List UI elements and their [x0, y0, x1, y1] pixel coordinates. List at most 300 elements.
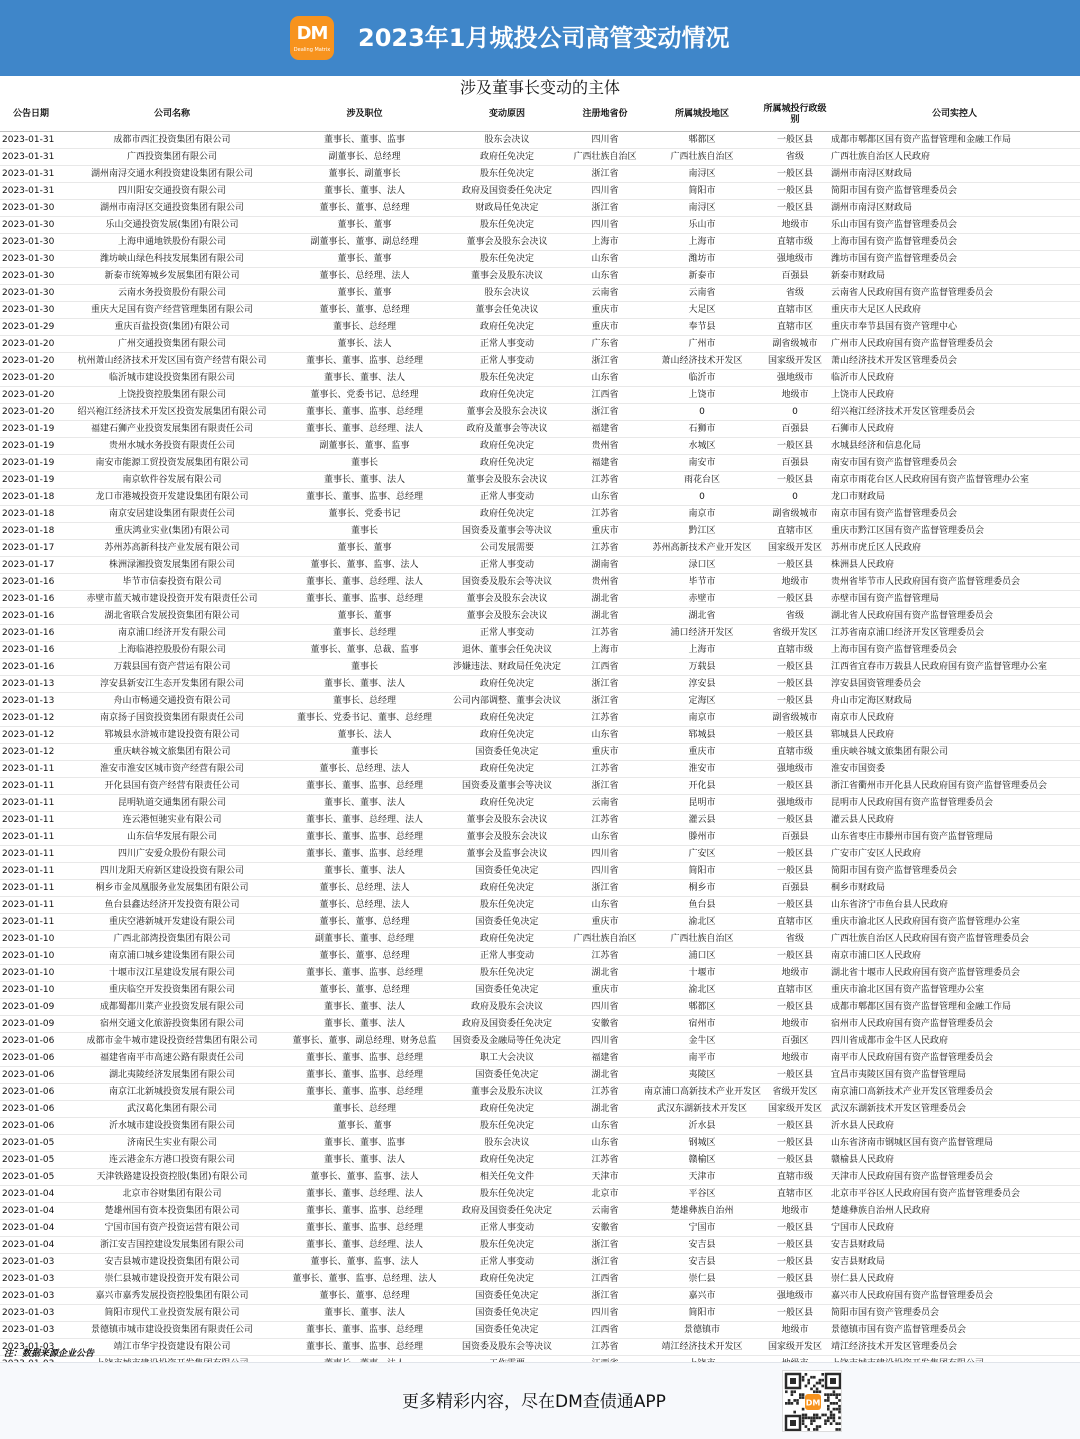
table-row — [0, 556, 1080, 573]
cell-controller: 沂水县人民政府 — [829, 1117, 1080, 1134]
cell-controller: 楚雄彝族自治州人民政府 — [829, 1202, 1080, 1219]
cell-reason: 政府任免决定 — [447, 1100, 567, 1117]
cell-region: 赣榆区 — [643, 1151, 761, 1168]
cell-reason: 董事会及股东会决议 — [447, 403, 567, 420]
cell-admin-level: 强地级市 — [761, 760, 829, 777]
cell-region: 靖江经济技术开发区 — [643, 1338, 761, 1355]
cell-controller: 湖州市南浔区财政局 — [829, 199, 1080, 216]
cell-province: 北京市 — [567, 1185, 643, 1202]
cell-reason: 董事会及股东会决议 — [447, 471, 567, 488]
cell-company: 宁国市国有资产投资运营有限公司 — [62, 1219, 282, 1236]
cell-controller: 南平市人民政府国有资产监督管理委员会 — [829, 1049, 1080, 1066]
cell-admin-level: 百强县 — [761, 267, 829, 284]
cell-position: 董事长、董事、法人 — [282, 675, 447, 692]
cell-company: 武汉葛化集团有限公司 — [62, 1100, 282, 1117]
cell-controller: 广西壮族自治区人民政府 — [829, 148, 1080, 165]
cell-company: 四川阳安交通投资有限公司 — [62, 182, 282, 199]
cell-reason: 政府任免决定 — [447, 318, 567, 335]
cell-controller: 江苏省南京浦口经济开发区管理委员会 — [829, 624, 1080, 641]
cell-position: 董事长、总经理、法人 — [282, 267, 447, 284]
table-row — [0, 148, 1080, 165]
cell-province: 福建省 — [567, 1049, 643, 1066]
cell-date: 2023-01-11 — [0, 862, 62, 879]
table-row — [0, 471, 1080, 488]
cell-admin-level: 副省级城市 — [761, 505, 829, 522]
cell-position: 董事长、总经理、法人 — [282, 760, 447, 777]
cell-position: 董事长、董事、监事、总经理 — [282, 403, 447, 420]
cell-admin-level: 一般区县 — [761, 165, 829, 182]
cell-position: 董事长、董事、监事、总经理 — [282, 1202, 447, 1219]
table-row — [0, 1287, 1080, 1304]
cell-position: 董事长、董事 — [282, 539, 447, 556]
cell-province: 山东省 — [567, 726, 643, 743]
cell-position: 副董事长、董事、副总经理 — [282, 233, 447, 250]
cell-position: 董事长、董事、监事、总经理 — [282, 590, 447, 607]
table-row — [0, 1304, 1080, 1321]
cell-province: 浙江省 — [567, 692, 643, 709]
cell-date: 2023-01-16 — [0, 607, 62, 624]
cell-date: 2023-01-30 — [0, 267, 62, 284]
table-row — [0, 318, 1080, 335]
table-row — [0, 1032, 1080, 1049]
cell-position: 董事长、董事 — [282, 284, 447, 301]
cell-region: 万载县 — [643, 658, 761, 675]
cell-province: 山东省 — [567, 267, 643, 284]
table-row — [0, 1236, 1080, 1253]
table-row — [0, 522, 1080, 539]
cell-company: 南安市能源工贸投资发展集团有限公司 — [62, 454, 282, 471]
cell-admin-level: 一般区县 — [761, 1270, 829, 1287]
cell-company: 连云港金东方港口投资有限公司 — [62, 1151, 282, 1168]
cell-region: 渝北区 — [643, 913, 761, 930]
cell-company: 嘉兴市嘉秀发展投资控股集团有限公司 — [62, 1287, 282, 1304]
cell-company: 简阳市现代工业投资发展有限公司 — [62, 1304, 282, 1321]
cell-date: 2023-01-06 — [0, 1083, 62, 1100]
table-row — [0, 1117, 1080, 1134]
cell-date: 2023-01-18 — [0, 522, 62, 539]
cell-reason: 正常人事变动 — [447, 335, 567, 352]
cell-province: 江苏省 — [567, 947, 643, 964]
cell-region: 景德镇市 — [643, 1321, 761, 1338]
cell-position: 董事长 — [282, 743, 447, 760]
cell-date: 2023-01-10 — [0, 981, 62, 998]
cell-province: 浙江省 — [567, 165, 643, 182]
cell-controller: 宿州市人民政府国有资产监督管理委员会 — [829, 1015, 1080, 1032]
cell-admin-level: 一般区县 — [761, 199, 829, 216]
cell-reason: 政府任免决定 — [447, 794, 567, 811]
cell-date: 2023-01-09 — [0, 1015, 62, 1032]
cell-region: 简阳市 — [643, 182, 761, 199]
table-row — [0, 250, 1080, 267]
cell-controller: 简阳市国有资产监督管理委员会 — [829, 182, 1080, 199]
cell-region: 潍坊市 — [643, 250, 761, 267]
cell-region: 灌云县 — [643, 811, 761, 828]
cell-province: 江西省 — [567, 386, 643, 403]
cell-admin-level: 国家级开发区 — [761, 1100, 829, 1117]
cell-region: 新泰市 — [643, 267, 761, 284]
cell-province: 浙江省 — [567, 1287, 643, 1304]
cell-position: 董事长、董事、监事、总经理 — [282, 1083, 447, 1100]
cell-company: 昆明轨道交通集团有限公司 — [62, 794, 282, 811]
cell-reason: 国资委及金融局等任免决定 — [447, 1032, 567, 1049]
cell-admin-level: 百强县 — [761, 879, 829, 896]
cell-province: 天津市 — [567, 1168, 643, 1185]
cell-province: 山东省 — [567, 488, 643, 505]
cell-region: 苏州高新技术产业开发区 — [643, 539, 761, 556]
cell-region: 雨花台区 — [643, 471, 761, 488]
dm-logo — [290, 16, 334, 60]
cell-controller: 北京市平谷区人民政府国有资产监督管理委员会 — [829, 1185, 1080, 1202]
cell-controller: 水城县经济和信息化局 — [829, 437, 1080, 454]
cell-controller: 浙江省衢州市开化县人民政府国有资产监督管理委员会 — [829, 777, 1080, 794]
cell-province: 江苏省 — [567, 1083, 643, 1100]
cell-province: 江苏省 — [567, 811, 643, 828]
cell-region: 崇仁县 — [643, 1270, 761, 1287]
cell-company: 济南民生实业有限公司 — [62, 1134, 282, 1151]
column-header-controller: 公司实控人 — [829, 99, 1080, 131]
cell-reason: 董事会及股东会决议 — [447, 590, 567, 607]
cell-company: 乐山交通投资发展(集团)有限公司 — [62, 216, 282, 233]
cell-region: 广西壮族自治区 — [643, 148, 761, 165]
cell-province: 江西省 — [567, 1270, 643, 1287]
cell-admin-level: 百强县 — [761, 828, 829, 845]
cell-admin-level: 直辖市区 — [761, 522, 829, 539]
cell-controller: 舟山市定海区财政局 — [829, 692, 1080, 709]
table-row — [0, 1270, 1080, 1287]
cell-admin-level: 省级 — [761, 930, 829, 947]
cell-admin-level: 直辖市区 — [761, 301, 829, 318]
cell-region: 广州市 — [643, 335, 761, 352]
table-row — [0, 1338, 1080, 1355]
cell-controller: 南安市国有资产监督管理委员会 — [829, 454, 1080, 471]
table-row — [0, 811, 1080, 828]
cell-position: 董事长、总经理 — [282, 692, 447, 709]
cell-admin-level: 强地级市 — [761, 794, 829, 811]
cell-date: 2023-01-18 — [0, 488, 62, 505]
cell-company: 浙江安吉国控建设发展集团有限公司 — [62, 1236, 282, 1253]
cell-company: 舟山市畅通交通投资有限公司 — [62, 692, 282, 709]
cell-date: 2023-01-31 — [0, 131, 62, 148]
cell-admin-level: 一般区县 — [761, 692, 829, 709]
cell-date: 2023-01-29 — [0, 318, 62, 335]
cell-company: 广西北部湾投资集团有限公司 — [62, 930, 282, 947]
cell-admin-level: 一般区县 — [761, 896, 829, 913]
table-row — [0, 794, 1080, 811]
cell-province: 山东省 — [567, 1117, 643, 1134]
table-row — [0, 947, 1080, 964]
table-row — [0, 301, 1080, 318]
table-row — [0, 539, 1080, 556]
cell-region: 0 — [643, 403, 761, 420]
cell-company: 南京浦口城乡建设集团有限公司 — [62, 947, 282, 964]
cell-date: 2023-01-16 — [0, 641, 62, 658]
data-source-note: 注：数据来源企业公告 — [4, 1349, 95, 1359]
cell-reason: 正常人事变动 — [447, 1219, 567, 1236]
cell-reason: 股东任免决定 — [447, 216, 567, 233]
cell-region: 沂水县 — [643, 1117, 761, 1134]
cell-region: 简阳市 — [643, 862, 761, 879]
cell-reason: 股东任免决定 — [447, 1117, 567, 1134]
cell-reason: 财政局任免决定 — [447, 199, 567, 216]
cell-province: 江苏省 — [567, 1338, 643, 1355]
cell-company: 南京安居建设集团有限责任公司 — [62, 505, 282, 522]
cell-province: 江苏省 — [567, 760, 643, 777]
cell-company: 郓城县水浒城市建设投资有限公司 — [62, 726, 282, 743]
cell-date: 2023-01-04 — [0, 1236, 62, 1253]
cell-date: 2023-01-16 — [0, 590, 62, 607]
table-row — [0, 1066, 1080, 1083]
cell-position: 副董事长、董事、总经理 — [282, 930, 447, 947]
cell-reason: 政府任免决定 — [447, 709, 567, 726]
table-row — [0, 1015, 1080, 1032]
cell-position: 董事长、董事、法人 — [282, 862, 447, 879]
cell-reason: 政府任免决定 — [447, 1270, 567, 1287]
cell-company: 南京软件谷发展有限公司 — [62, 471, 282, 488]
cell-region: 嘉兴市 — [643, 1287, 761, 1304]
table-row — [0, 386, 1080, 403]
cell-province: 湖北省 — [567, 1066, 643, 1083]
cell-date: 2023-01-16 — [0, 624, 62, 641]
cell-province: 四川省 — [567, 216, 643, 233]
cell-region: 淮安市 — [643, 760, 761, 777]
cell-position: 董事长、董事、法人 — [282, 471, 447, 488]
cell-admin-level: 一般区县 — [761, 1066, 829, 1083]
logo-subtext: Dealing Matrix — [293, 47, 331, 53]
cell-reason: 政府任免决定 — [447, 675, 567, 692]
cell-reason: 公司发展需要 — [447, 539, 567, 556]
table-row — [0, 505, 1080, 522]
cell-controller: 景德镇市国有资产监督管理委员会 — [829, 1321, 1080, 1338]
cell-province: 江苏省 — [567, 709, 643, 726]
cell-region: 上海市 — [643, 233, 761, 250]
cell-controller: 安吉县财政局 — [829, 1236, 1080, 1253]
cell-controller: 湖州市南浔区财政局 — [829, 165, 1080, 182]
cell-reason: 股东会决议 — [447, 284, 567, 301]
cell-controller: 郓城县人民政府 — [829, 726, 1080, 743]
cell-position: 董事长、董事、法人 — [282, 1304, 447, 1321]
table-row — [0, 1253, 1080, 1270]
cell-company: 重庆空港新城开发建设有限公司 — [62, 913, 282, 930]
cell-controller: 靖江经济技术开发区管理委员会 — [829, 1338, 1080, 1355]
cell-controller: 成都市郫都区国有资产监督管理和金融工作局 — [829, 131, 1080, 148]
cell-province: 浙江省 — [567, 199, 643, 216]
cell-region: 鱼台县 — [643, 896, 761, 913]
cell-date: 2023-01-30 — [0, 216, 62, 233]
cell-company: 南京江北新城投资发展有限公司 — [62, 1083, 282, 1100]
cell-province: 重庆市 — [567, 743, 643, 760]
cell-date: 2023-01-11 — [0, 845, 62, 862]
cell-admin-level: 一般区县 — [761, 777, 829, 794]
cell-position: 董事长、董事、监事、法人 — [282, 556, 447, 573]
cell-position: 董事长、董事、监事、总经理 — [282, 845, 447, 862]
table-row — [0, 403, 1080, 420]
cell-company: 赤壁市蓝天城市建设投资开发有限责任公司 — [62, 590, 282, 607]
cell-date: 2023-01-06 — [0, 1049, 62, 1066]
cell-province: 山东省 — [567, 250, 643, 267]
cell-region: 0 — [643, 488, 761, 505]
cell-province: 广西壮族自治区 — [567, 930, 643, 947]
cell-date: 2023-01-20 — [0, 335, 62, 352]
cell-province: 重庆市 — [567, 301, 643, 318]
cell-controller: 南京浦口高新技术产业开发区管理委员会 — [829, 1083, 1080, 1100]
cell-reason: 正常人事变动 — [447, 947, 567, 964]
footer-slogan: 更多精彩内容，尽在DM查债通APP — [402, 1392, 666, 1412]
cell-admin-level: 一般区县 — [761, 471, 829, 488]
cell-company: 毕节市信泰投资有限公司 — [62, 573, 282, 590]
cell-reason: 职工大会决议 — [447, 1049, 567, 1066]
cell-region: 开化县 — [643, 777, 761, 794]
table-row — [0, 131, 1080, 148]
cell-position: 董事长、董事 — [282, 607, 447, 624]
cell-admin-level: 一般区县 — [761, 1151, 829, 1168]
cell-admin-level: 直辖市区 — [761, 318, 829, 335]
cell-controller: 云南省人民政府国有资产监督管理委员会 — [829, 284, 1080, 301]
cell-company: 苏州苏高新科技产业发展有限公司 — [62, 539, 282, 556]
cell-date: 2023-01-09 — [0, 998, 62, 1015]
cell-region: 浦口经济开发区 — [643, 624, 761, 641]
cell-company: 成都市金牛城市建设投资经营集团有限公司 — [62, 1032, 282, 1049]
cell-reason: 正常人事变动 — [447, 624, 567, 641]
cell-position: 董事长、总经理 — [282, 624, 447, 641]
cell-region: 定海区 — [643, 692, 761, 709]
cell-province: 湖北省 — [567, 1100, 643, 1117]
cell-controller: 嘉兴市人民政府国有资产监督管理委员会 — [829, 1287, 1080, 1304]
qr-code — [782, 1370, 842, 1432]
cell-province: 江苏省 — [567, 1151, 643, 1168]
cell-region: 南安市 — [643, 454, 761, 471]
cell-company: 靖江市华宇投资建设有限公司 — [62, 1338, 282, 1355]
cell-company: 开化县国有资产经营有限责任公司 — [62, 777, 282, 794]
cell-position: 董事长、董事 — [282, 1117, 447, 1134]
cell-admin-level: 地级市 — [761, 964, 829, 981]
cell-admin-level: 一般区县 — [761, 998, 829, 1015]
table-row — [0, 165, 1080, 182]
cell-date: 2023-01-06 — [0, 1066, 62, 1083]
table-row — [0, 896, 1080, 913]
cell-controller: 天津市人民政府国有资产监督管理委员会 — [829, 1168, 1080, 1185]
table-row — [0, 1049, 1080, 1066]
cell-date: 2023-01-11 — [0, 760, 62, 777]
cell-position: 董事长 — [282, 454, 447, 471]
cell-province: 福建省 — [567, 454, 643, 471]
cell-province: 上海市 — [567, 641, 643, 658]
cell-region: 十堰市 — [643, 964, 761, 981]
cell-position: 董事长 — [282, 658, 447, 675]
cell-province: 四川省 — [567, 182, 643, 199]
cell-controller: 淳安县国资管理委员会 — [829, 675, 1080, 692]
cell-admin-level: 地级市 — [761, 386, 829, 403]
cell-province: 江苏省 — [567, 624, 643, 641]
cell-company: 湖州南浔交通水利投资建设集团有限公司 — [62, 165, 282, 182]
table-row — [0, 998, 1080, 1015]
cell-province: 江苏省 — [567, 505, 643, 522]
cell-province: 山东省 — [567, 828, 643, 845]
cell-province: 浙江省 — [567, 352, 643, 369]
table-row — [0, 352, 1080, 369]
table-row — [0, 641, 1080, 658]
cell-province: 江苏省 — [567, 539, 643, 556]
cell-region: 昆明市 — [643, 794, 761, 811]
cell-controller: 武汉东湖新技术开发区管理委员会 — [829, 1100, 1080, 1117]
executive-change-table — [0, 99, 1080, 1390]
cell-date: 2023-01-03 — [0, 1304, 62, 1321]
cell-date: 2023-01-30 — [0, 301, 62, 318]
cell-reason: 国资委任免决定 — [447, 862, 567, 879]
cell-region: 萧山经济技术开发区 — [643, 352, 761, 369]
cell-controller: 南京市雨花台区人民政府国有资产监督管理办公室 — [829, 471, 1080, 488]
cell-province: 云南省 — [567, 794, 643, 811]
table-body — [0, 131, 1080, 1389]
table-row — [0, 369, 1080, 386]
cell-company: 成都市西汇投资集团有限公司 — [62, 131, 282, 148]
cell-controller: 成都市郫都区国有资产监督管理和金融工作局 — [829, 998, 1080, 1015]
cell-admin-level: 一般区县 — [761, 1134, 829, 1151]
cell-region: 武汉东湖新技术开发区 — [643, 1100, 761, 1117]
cell-region: 水城区 — [643, 437, 761, 454]
cell-position: 董事长、董事、监事、总经理 — [282, 1338, 447, 1355]
cell-reason: 股东任免决定 — [447, 250, 567, 267]
cell-date: 2023-01-05 — [0, 1168, 62, 1185]
cell-region: 淳安县 — [643, 675, 761, 692]
cell-reason: 股东任免决定 — [447, 964, 567, 981]
cell-region: 郓城县 — [643, 726, 761, 743]
cell-province: 安徽省 — [567, 1219, 643, 1236]
cell-date: 2023-01-03 — [0, 1287, 62, 1304]
cell-reason: 国资委及股东会等决议 — [447, 573, 567, 590]
table-row — [0, 930, 1080, 947]
cell-region: 奉节县 — [643, 318, 761, 335]
cell-reason: 国资委任免决定 — [447, 1304, 567, 1321]
cell-reason: 正常人事变动 — [447, 352, 567, 369]
cell-date: 2023-01-31 — [0, 148, 62, 165]
cell-controller: 重庆市黔江区国有资产监督管理委员会 — [829, 522, 1080, 539]
cell-admin-level: 直辖市级 — [761, 233, 829, 250]
cell-reason: 政府任免决定 — [447, 1151, 567, 1168]
cell-admin-level: 一般区县 — [761, 556, 829, 573]
cell-controller: 淮安市国资委 — [829, 760, 1080, 777]
cell-admin-level: 百强县 — [761, 454, 829, 471]
cell-controller: 广西壮族自治区人民政府国有资产监督管理委员会 — [829, 930, 1080, 947]
cell-date: 2023-01-19 — [0, 454, 62, 471]
cell-company: 福建省南平市高速公路有限责任公司 — [62, 1049, 282, 1066]
table-row — [0, 420, 1080, 437]
cell-admin-level: 省级 — [761, 284, 829, 301]
cell-admin-level: 一般区县 — [761, 658, 829, 675]
cell-admin-level: 一般区县 — [761, 862, 829, 879]
cell-date: 2023-01-10 — [0, 930, 62, 947]
cell-province: 江苏省 — [567, 471, 643, 488]
cell-position: 董事长、董事、监事、总经理 — [282, 964, 447, 981]
cell-province: 四川省 — [567, 1304, 643, 1321]
cell-controller: 重庆市渝北区人民政府国有资产监督管理办公室 — [829, 913, 1080, 930]
cell-admin-level: 国家级开发区 — [761, 352, 829, 369]
cell-reason: 董事会及股东决议 — [447, 1083, 567, 1100]
cell-admin-level: 一般区县 — [761, 1219, 829, 1236]
cell-reason: 董事会任免决议 — [447, 301, 567, 318]
table-row — [0, 913, 1080, 930]
cell-admin-level: 一般区县 — [761, 1253, 829, 1270]
cell-controller: 临沂市人民政府 — [829, 369, 1080, 386]
cell-date: 2023-01-16 — [0, 573, 62, 590]
cell-province: 湖南省 — [567, 556, 643, 573]
cell-company: 上海申通地铁股份有限公司 — [62, 233, 282, 250]
cell-reason: 股东任免决定 — [447, 1185, 567, 1202]
cell-position: 董事长、董事、监事、总经理 — [282, 828, 447, 845]
cell-company: 重庆百盐投资(集团)有限公司 — [62, 318, 282, 335]
cell-position: 董事长、董事、法人 — [282, 998, 447, 1015]
cell-position: 董事长、董事、监事、总经理 — [282, 1219, 447, 1236]
cell-company: 万载县国有资产营运有限公司 — [62, 658, 282, 675]
